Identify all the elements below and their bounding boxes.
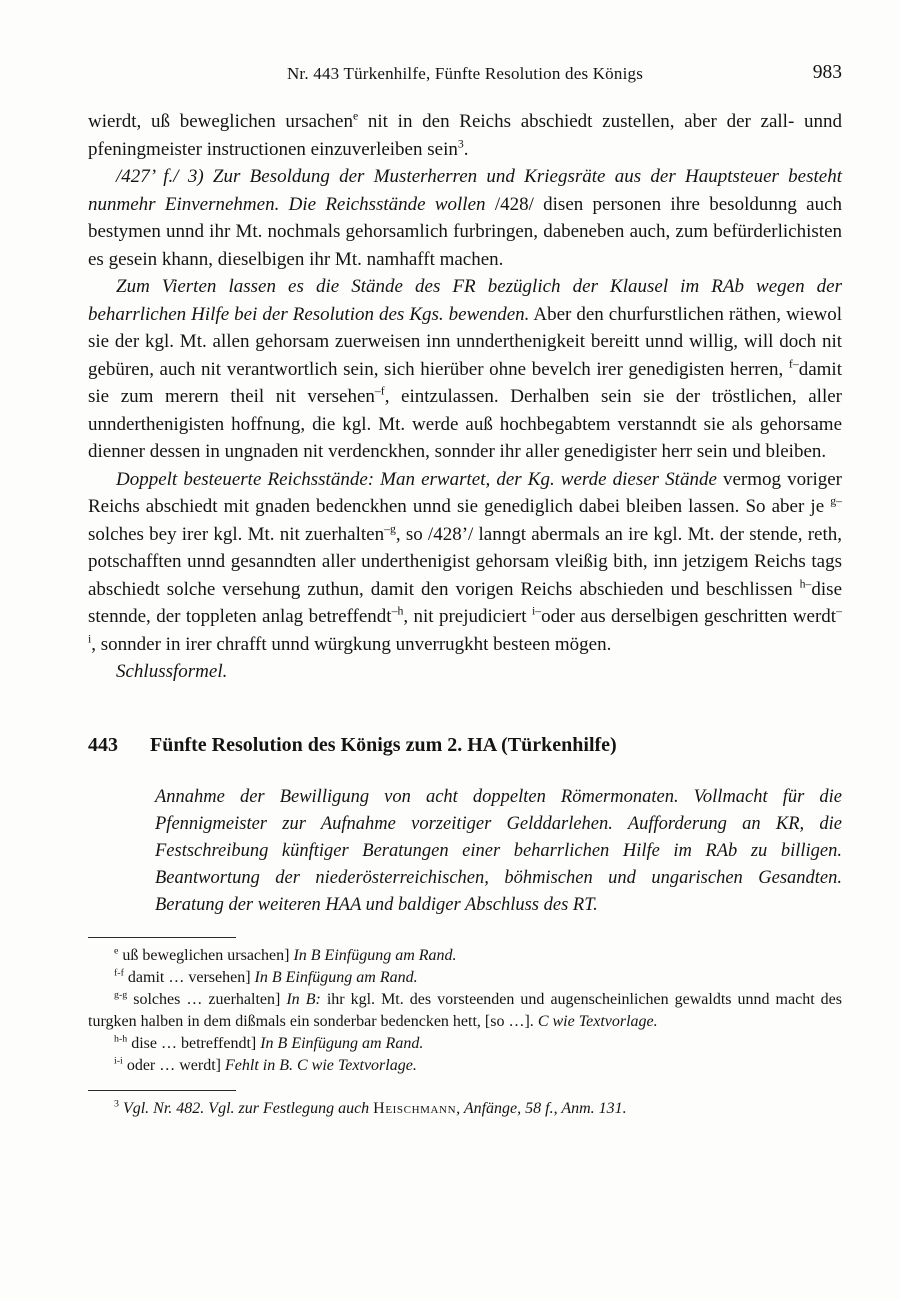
paragraph-continuation: wierdt, uß beweglichen ursachen$^e$ nit in den Reichs abschiedt zustellen, aber der zall- unnd pfeningmeister instructionen einzuverleiben sein$^3$.	[88, 109, 842, 160]
paragraph: /427’ f./ 3) Zur Besoldung der Musterherren und Kriegsräte aus der Hauptsteuer besteht nunmehr Einvernehmen. Die Reichsstände wollen /428/ disen personen ihre besoldunng auch bestymen unnd ihr Mt. nochmals gehorsamlich furbringen, dabeneben auch, zum befürderlichisten es gesein khann, dieselbigen ihr Mt. namhafft machen.	[88, 166, 842, 270]
section-number: 443	[88, 733, 118, 756]
footnote-section	[88, 1090, 842, 1120]
footnote: $^3$ Vgl. Nr. 482. Vgl. zur Festlegung auch Heischmann, Anfänge, 58 f., Anm. 131.	[114, 1098, 627, 1117]
footnote-separator-rule	[88, 1090, 236, 1091]
paragraph: Zum Vierten lassen es die Stände des FR bezüglich der Klausel im RAb wegen der beharrlichen Hilfe bei der Resolution des Kgs. bewenden. Aber den churfurstlichen räthen, wiewol sie der kgl. Mt. allen gehorsam zuerweisen inn unnderthenigkeit bereitt unnd willig, will doch nit gebüren, auch nit verantwortlich sein, sich hierüber ohne bevelch irer genedigisten herren, $^{f-}$damit sie zum merern theil nit versehen$^{-f}$, eintzulassen. Derhalben sein sie der tröstlichen, aller unnderthenigisten hoffnung, die kgl. Mt. werde auß hochbegabtem verstanndt sie als gehorsame dienner dessen in ungnaden nit verdenckhen, sonnder ihr aller genedigister herr sein und bleiben.	[88, 276, 842, 462]
apparatus-separator-rule	[88, 937, 236, 938]
paragraph: Doppelt besteuerte Reichsstände: Man erwartet, der Kg. werde dieser Stände vermog voriger Reichs abschiedt mit gnaden bedenckhen unnd sie genediglich dabei bleiben lassen. So aber je $^{g-}$solches bey irer kgl. Mt. nit zuerhalten$^{-g}$, so /428’/ lanngt abermals an ire kgl. Mt. der stende, reth, potschafften unnd gesanndten aller underthenigist gehorsam vleißig bith, inn jetzigem Reichs tags abschiedt solche versehung zuthun, damit den vorigen Reichs abschieden und beschlissen $^{h-}$dise stennde, der toppleten anlag betreffendt$^{-h}$, nit prejudiciert $^{i-}$oder aus derselbigen geschritten werdt$^{-i}$, sonnder in irer chrafft unnd würgkung unverrugkht besteen mögen.	[88, 468, 843, 655]
main-text	[88, 108, 842, 686]
apparatus-note: $^{i-i}$ oder … werdt] Fehlt in B. C wie Textvorlage.	[114, 1055, 417, 1074]
apparatus-note: $^{h-h}$ dise … betreffendt] In B Einfügung am Rand.	[114, 1033, 424, 1052]
page-number: 983	[812, 62, 842, 83]
running-head	[88, 64, 842, 88]
apparatus-note: $^{g-g}$ solches … zuerhalten] In B: ihr kgl. Mt. des vorsteenden und augenscheinlichen gewaldts unnd macht des turgken halben in dem dißmals ein sonderbar bedencken hett, [so …]. C wie Textvorlage.	[88, 989, 842, 1030]
running-title: Nr. 443 Türkenhilfe, Fünfte Resolution des Königs	[286, 64, 644, 83]
section-title: Fünfte Resolution des Königs zum 2. HA (Türkenhilfe)	[150, 733, 617, 756]
section-summary: Annahme der Bewilligung von acht doppelten Römermonaten. Vollmacht für die Pfennigmeister zur Aufnahme vorzeitiger Gelddarlehen. Aufforderung an KR, die Festschreibung künftiger Beratungen einer beharrlichen Hilfe im RAb zu billigen. Beantwortung der niederösterreichischen, böhmischen und ungarischen Gesandten. Beratung der weiteren HAA und baldiger Abschluss des RT.	[155, 786, 842, 915]
paragraph-closing-formula: Schlussformel.	[116, 661, 228, 682]
critical-apparatus	[88, 937, 842, 1077]
apparatus-note: $^e$ uß beweglichen ursachen] In B Einfügung am Rand.	[114, 945, 457, 964]
section-heading	[88, 732, 842, 758]
apparatus-note: $^{f-f}$ damit … versehen] In B Einfügung am Rand.	[114, 967, 418, 986]
